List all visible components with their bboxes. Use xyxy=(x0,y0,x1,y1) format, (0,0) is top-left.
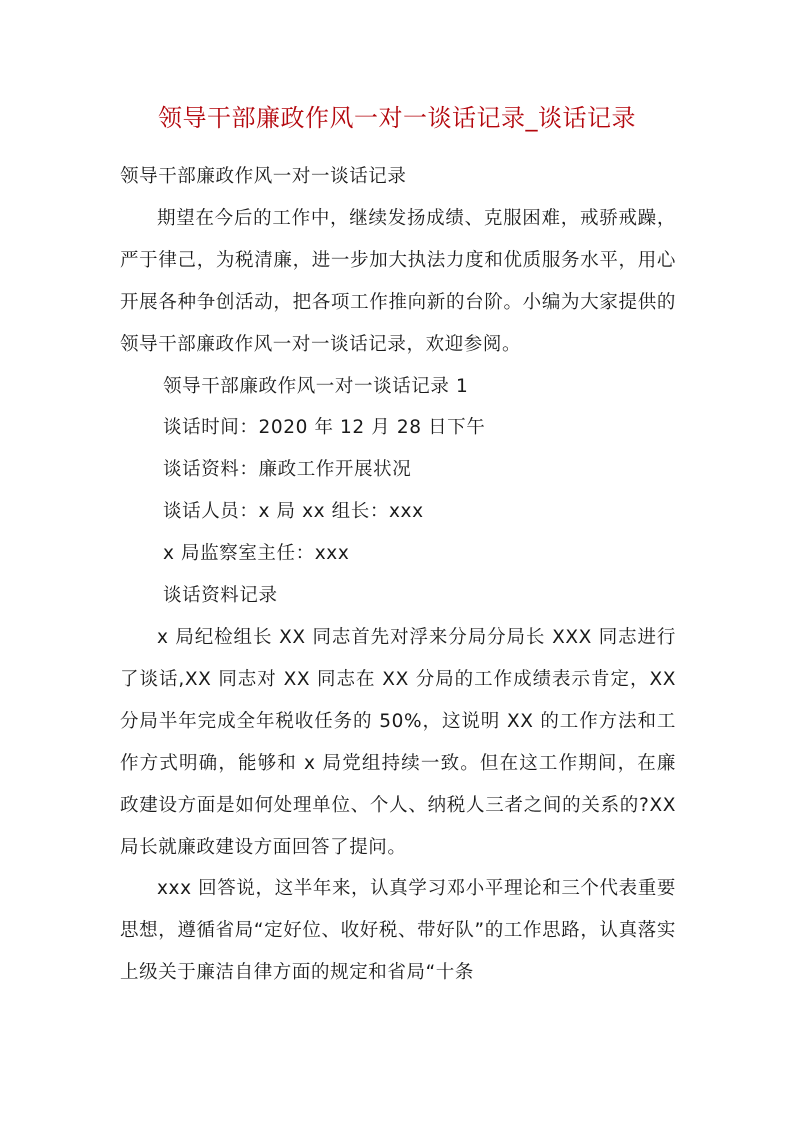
record-label: 谈话资料记录 xyxy=(163,585,278,607)
document-title: 领导干部廉政作风一对一谈话记录_谈话记录 xyxy=(158,104,636,132)
record-title: 领导干部廉政作风一对一谈话记录 1 xyxy=(163,375,469,397)
body-paragraph-1: x 局纪检组长 XX 同志首先对浮来分局分局长 XXX 同志进行了谈话,XX 同志对 XX 同志在 XX 分局的工作成绩表示肯定，XX 分局半年完成全年税收任务的 50%，这说明 XX 的工作方法和工作方式明确，能够和 x 局党组持续一致。但在这工作期间，在廉政建设方面是如何处理单位、个人、纳税人三者之间的关系的?XX 局长就廉政建设方面回答了提问。 xyxy=(120,626,676,858)
body-paragraph-2: xxx 回答说，这半年来，认真学习邓小平理论和三个代表重要思想，遵循省局“定好位、收好税、带好队”的工作思路，认真落实上级关于廉洁自律方面的规定和省局“十条 xyxy=(120,878,676,984)
talk-time: 谈话时间：2020 年 12 月 28 日下午 xyxy=(163,417,486,439)
talk-persons: 谈话人员：x 局 xx 组长：xxx xyxy=(163,501,424,523)
intro-paragraph: 期望在今后的工作中，继续发扬成绩、克服困难，戒骄戒躁，严于律己，为税清廉，进一步加大执法力度和优质服务水平，用心开展各种争创活动，把各项工作推向新的台阶。小编为大家提供的领导干部廉政作风一对一谈话记录，欢迎参阅。 xyxy=(120,207,676,355)
document-body xyxy=(120,156,676,994)
talk-person-second: x 局监察室主任：xxx xyxy=(163,543,350,565)
talk-material: 谈话资料：廉政工作开展状况 xyxy=(163,459,412,481)
document-heading: 领导干部廉政作风一对一谈话记录 xyxy=(120,166,407,187)
